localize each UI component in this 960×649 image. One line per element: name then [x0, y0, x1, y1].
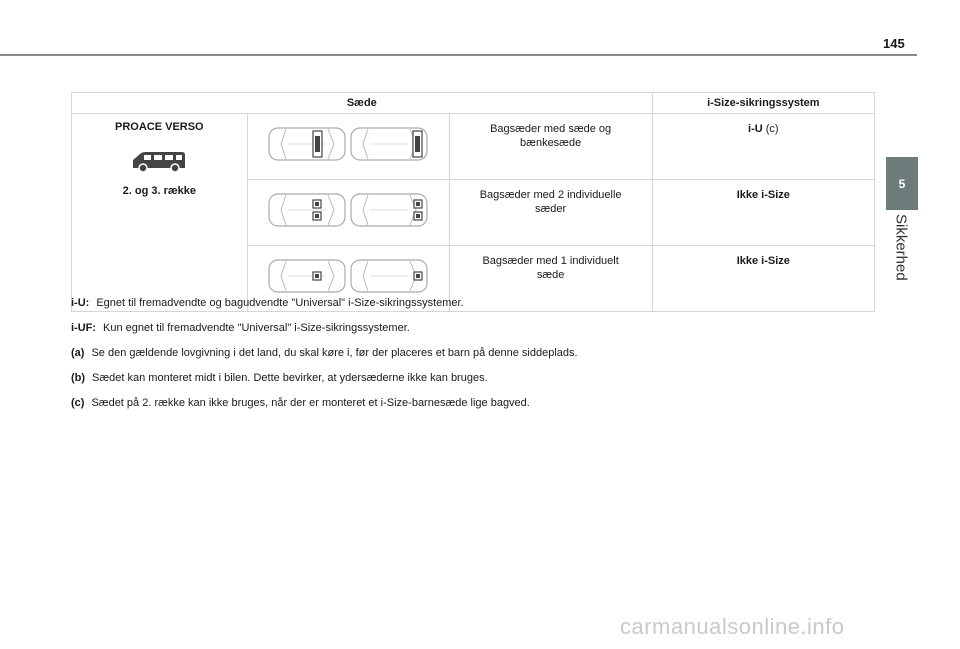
- system-cell: [652, 180, 874, 246]
- car-top-view-icon: [350, 126, 428, 162]
- system-code: Ikke i-Size: [736, 189, 790, 201]
- system-code: i-U: [748, 123, 763, 135]
- description-cell: [449, 180, 652, 246]
- page-number: 145: [883, 36, 905, 51]
- footnote-key: (a): [71, 347, 85, 359]
- footnote-text: Se den gældende lovgivning i det land, du skal køre i, før der placeres et barn på denne siddeplads.: [91, 347, 578, 359]
- description-cell: [449, 114, 652, 180]
- footnote: [71, 346, 875, 360]
- car-top-view-icon: [268, 192, 346, 228]
- car-top-view-icon: [268, 126, 346, 162]
- diagram-cell: [247, 180, 449, 246]
- footnote-key: (b): [71, 372, 86, 384]
- footnote: [71, 296, 875, 310]
- chapter-title: Sikkerhed: [892, 214, 910, 281]
- system-cell: [652, 114, 874, 180]
- car-top-view-icon: [350, 258, 428, 294]
- footnote: [71, 371, 875, 385]
- car-top-view-icon: [350, 192, 428, 228]
- footnote-text: Sædet kan monteret midt i bilen. Dette bevirker, at ydersæderne ikke kan bruges.: [92, 372, 488, 384]
- seat-table: [71, 92, 875, 312]
- model-cell: [72, 114, 248, 312]
- footnote: [71, 396, 875, 410]
- header-rule: [0, 54, 917, 56]
- header-system: i-Size-sikringssystem: [652, 93, 874, 114]
- footnote-key: (c): [71, 397, 85, 409]
- car-top-view-icon: [268, 258, 346, 294]
- footnote-key: i-UF:: [71, 322, 97, 334]
- model-name: PROACE VERSO: [114, 121, 204, 133]
- system-note: (c): [765, 123, 779, 135]
- chapter-number-tab: 5: [886, 157, 918, 210]
- seat-description: Bagsæder med 1 individuelt sæde: [482, 255, 619, 281]
- footnote-text: Egnet til fremadvendte og bagudvendte "Universal" i-Size-sikringssystemer.: [96, 297, 464, 309]
- footnote-key: i-U:: [71, 297, 90, 309]
- seat-description: Bagsæder med sæde og bænkesæde: [490, 123, 612, 149]
- table-header-row: [72, 93, 875, 114]
- van-side-icon: [130, 148, 188, 174]
- row-label: 2. og 3. række: [122, 185, 196, 197]
- system-code: Ikke i-Size: [736, 255, 790, 267]
- footnote-text: Sædet på 2. række kan ikke bruges, når der er monteret et i-Size-barnesæde lige bagved.: [91, 397, 530, 409]
- diagram-cell: [247, 114, 449, 180]
- footnotes: [71, 296, 875, 421]
- watermark: carmanualsonline.info: [620, 614, 845, 639]
- seat-description: Bagsæder med 2 individuelle sæder: [479, 189, 622, 215]
- footnote-text: Kun egnet til fremadvendte "Universal" i-Size-sikringssystemer.: [103, 322, 410, 334]
- footnote: [71, 321, 875, 335]
- table-row: [72, 114, 875, 180]
- header-seat: Sæde: [72, 93, 653, 114]
